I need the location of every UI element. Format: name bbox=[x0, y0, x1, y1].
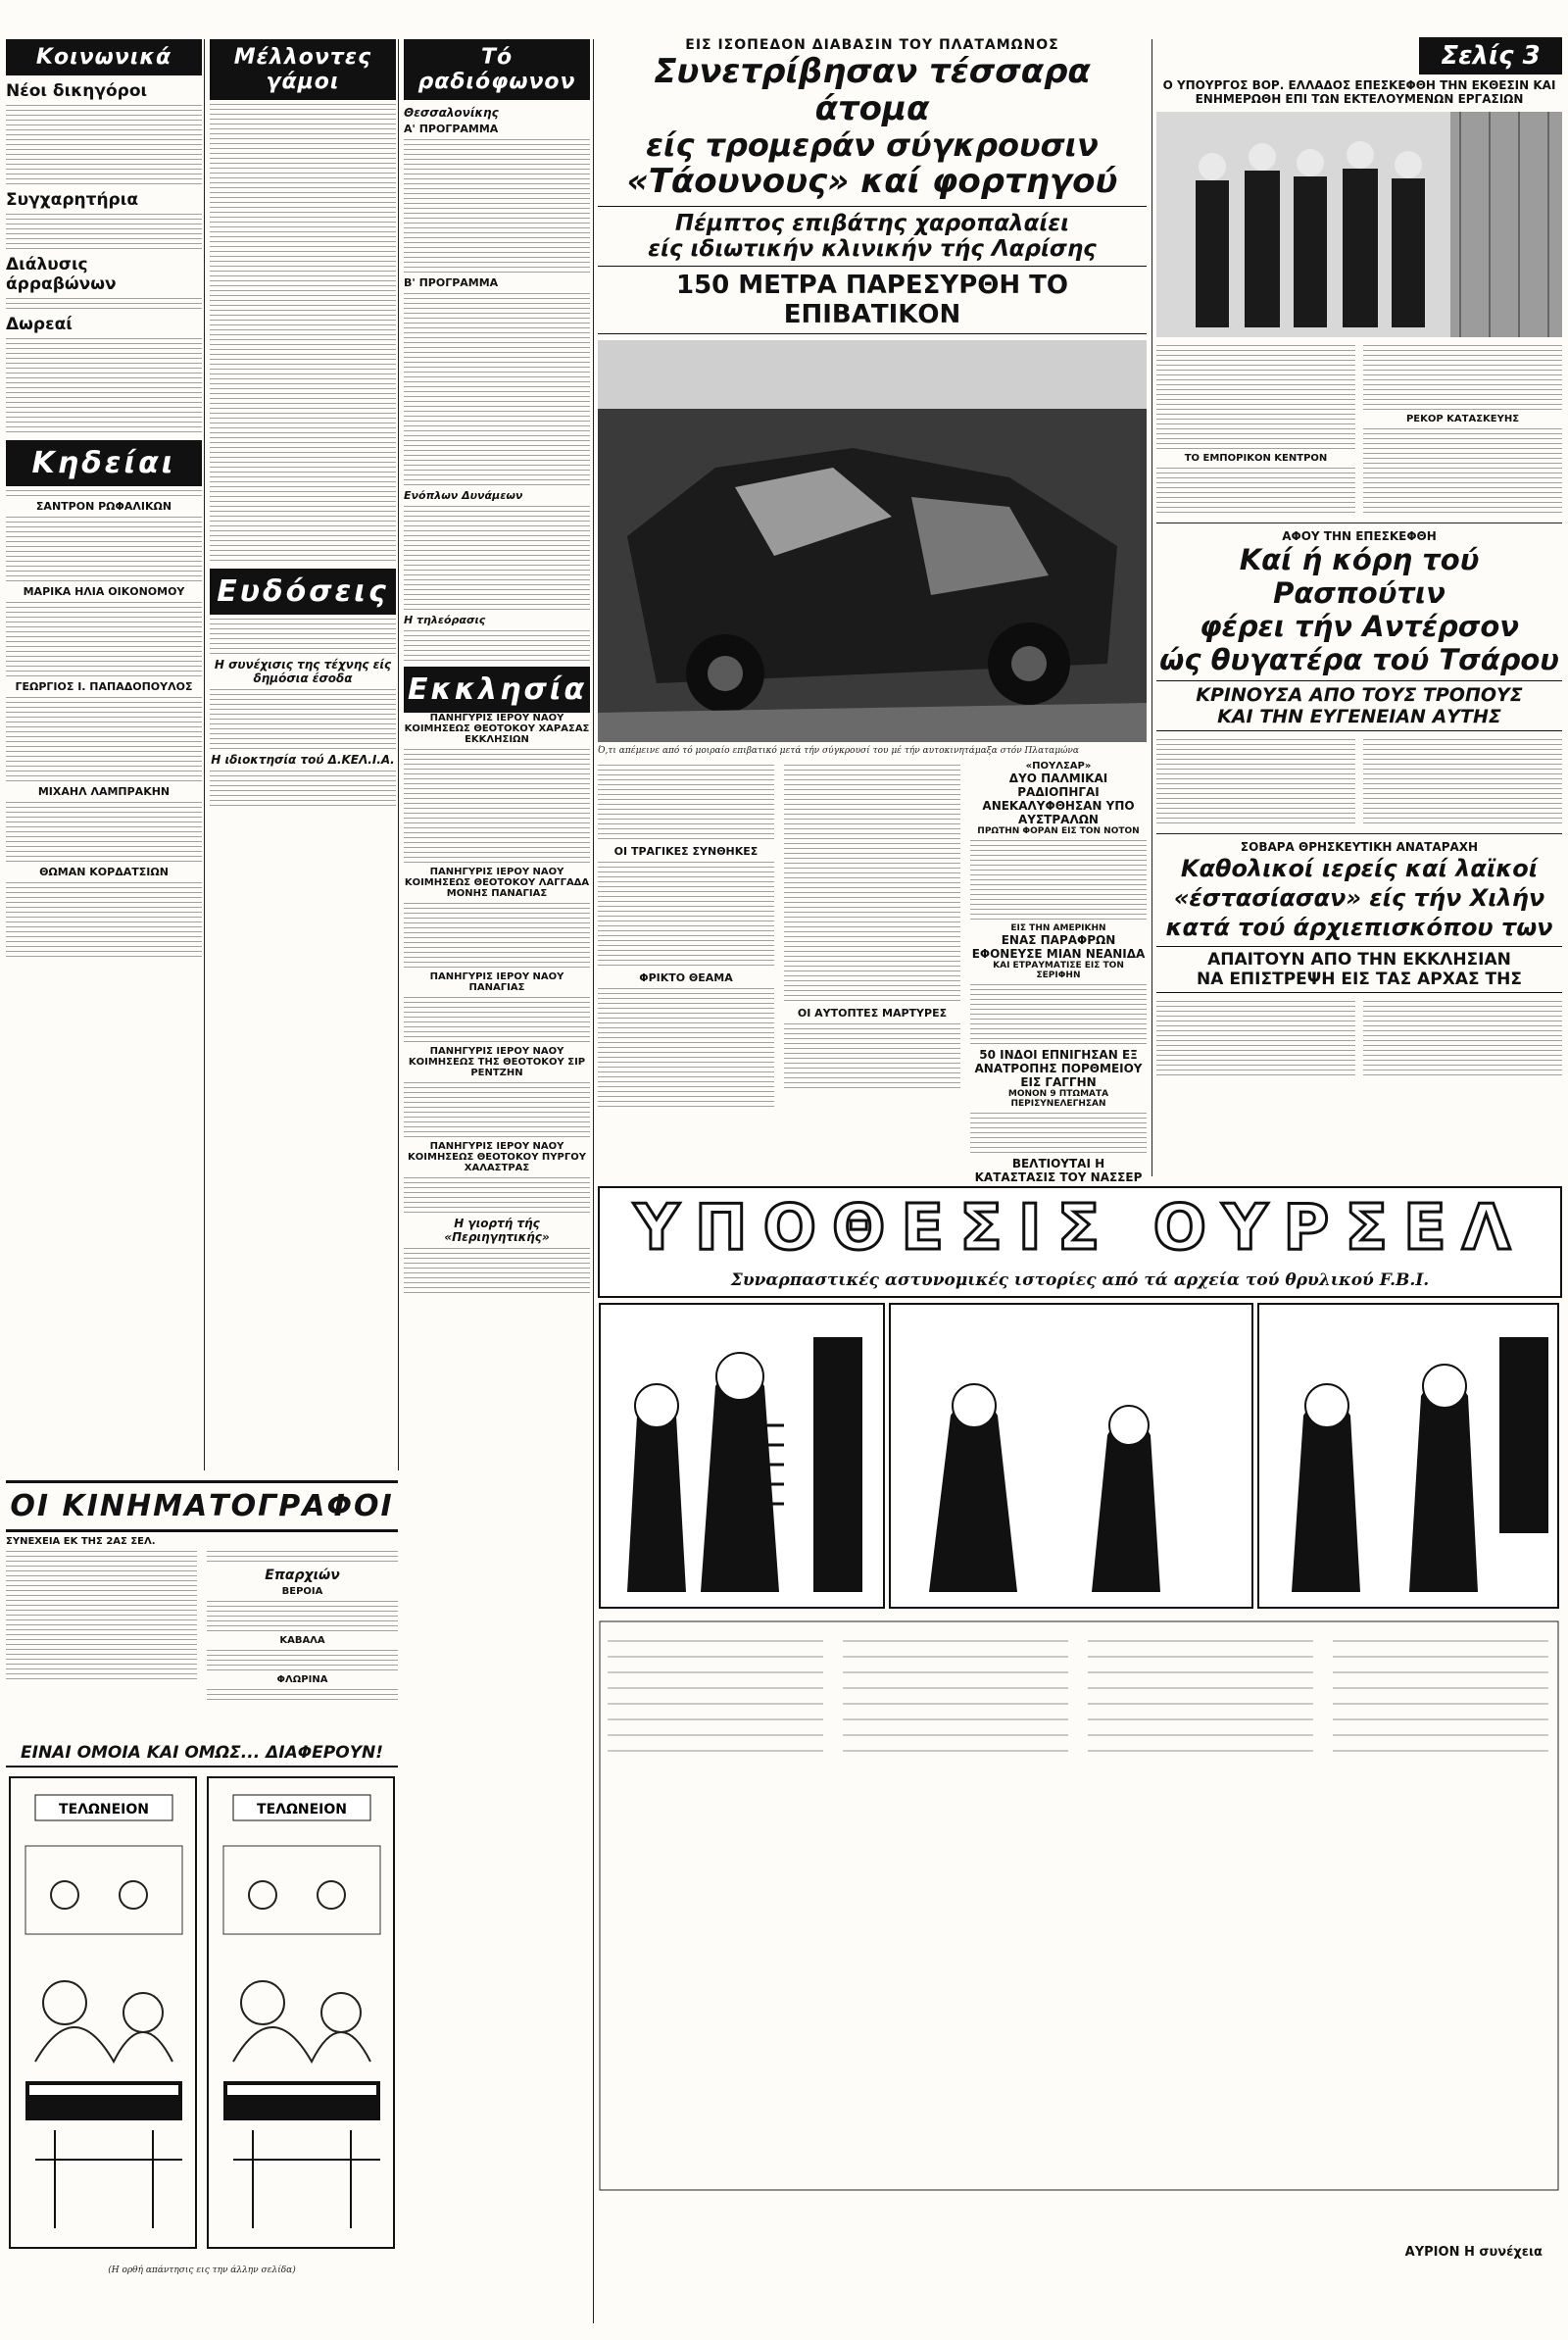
brief-label: ΕΙΣ ΤΗΝ ΑΜΕΡΙΚΗΝ bbox=[1010, 923, 1106, 933]
text-block bbox=[1363, 997, 1562, 1079]
chile-headline: «έστασίασαν» είς τήν Χιλήν bbox=[1173, 884, 1545, 912]
minister-subhead: ΤΟ ΕΜΠΟΡΙΚΟΝ ΚΕΝΤΡΟΝ bbox=[1184, 453, 1328, 464]
text-block bbox=[207, 1601, 398, 1631]
social-header: Κοινωνικά bbox=[6, 39, 202, 75]
comic-title: ΥΠΟΘΕΣΙΣ ΟΥΡΣΕΛ bbox=[633, 1192, 1527, 1265]
rasputin-headline: ώς θυγατέρα τού Τσάρου bbox=[1159, 643, 1559, 676]
deck-line: 150 ΜΕΤΡΑ ΠΑΡΕΣΥΡΘΗ ΤΟ ΕΠΙΒΑΤΙΚΟΝ bbox=[598, 266, 1147, 334]
headline-line: είς τρομεράν σύγκρουσιν bbox=[646, 126, 1099, 164]
text-block bbox=[6, 517, 202, 581]
text-block bbox=[6, 214, 202, 249]
obituary-name: ΓΕΩΡΓΙΟΣ Ι. ΠΑΠΑΔΟΠΟΥΛΟΣ bbox=[15, 680, 193, 693]
page-number: Σελίς 3 bbox=[1419, 37, 1562, 75]
text-block bbox=[404, 630, 590, 661]
town-name: ΦΛΩΡΙΝΑ bbox=[276, 1674, 328, 1685]
text-block bbox=[598, 988, 774, 1107]
text-block bbox=[784, 1023, 960, 1088]
section-title: Συγχαρητήρια bbox=[6, 190, 139, 210]
text-block bbox=[1363, 345, 1562, 410]
text-block bbox=[1363, 735, 1562, 827]
text-block bbox=[6, 882, 202, 957]
text-block bbox=[404, 139, 590, 273]
minister-subhead: ΡΕΚΟΡ ΚΑΤΑΣΚΕΥΗΣ bbox=[1405, 414, 1520, 424]
story-subhead: ΟΙ ΑΥΤΟΠΤΕΣ ΜΑΡΤΥΡΕΣ bbox=[797, 1007, 948, 1020]
radio-header: Τό ραδιόφωνον bbox=[404, 39, 590, 100]
chile-headline: κατά τού άρχιεπισκόπου των bbox=[1165, 914, 1553, 941]
right-column bbox=[1156, 37, 1562, 1174]
brief-sub: ΠΡΩΤΗΝ ΦΟΡΑΝ ΕΙΣ ΤΟΝ ΝΟΤΟΝ bbox=[977, 826, 1140, 836]
text-block bbox=[404, 1177, 590, 1213]
comic-panels bbox=[598, 1298, 1562, 2200]
crash-photo bbox=[598, 340, 1147, 742]
main-story bbox=[598, 37, 1147, 1184]
publications-header: Ευδόσεις bbox=[210, 569, 396, 615]
brief-title: 50 ΙΝΔΟΙ ΕΠΝΙΓΗΣΑΝ ΕΞ ΑΝΑΤΡΟΠΗΣ ΠΟΡΘΜΕΙΟΥ ΕΙΣ ΓΑΓΓΗΝ bbox=[974, 1048, 1143, 1089]
text-block bbox=[6, 338, 202, 432]
church-item-title: ΠΑΝΗΓΥΡΙΣ ΙΕΡΟΥ ΝΑΟΥ ΚΟΙΜΗΣΕΩΣ ΘΕΟΤΟΚΟΥ ΧΑΡΑΣΑΣ ΕΚΚΛΗΣΙΩΝ bbox=[404, 713, 590, 745]
text-block bbox=[6, 1547, 197, 1704]
photo-caption: Ό,τι απέμεινε από τό μοιραίο επιβατικό μετά τήν σύγκρουσί του μέ τήν αυτοκινητάμαξα στόν Πλαταμώνα bbox=[598, 746, 1079, 756]
chile-deck: ΝΑ ΕΠΙΣΤΡΕΨΗ ΕΙΣ ΤΑΣ ΑΡΧΑΣ ΤΗΣ bbox=[1156, 970, 1562, 993]
text-block bbox=[210, 619, 396, 654]
text-block bbox=[404, 1248, 590, 1293]
text-block bbox=[1156, 735, 1355, 827]
church-item-title: ΠΑΝΗΓΥΡΙΣ ΙΕΡΟΥ ΝΑΟΥ ΚΟΙΜΗΣΕΩΣ ΤΗΣ ΘΕΟΤΟΚΟΥ ΣΙΡ ΡΕΝΤΖΗΝ bbox=[408, 1046, 586, 1078]
column-radio bbox=[404, 39, 590, 2333]
text-block bbox=[598, 862, 774, 966]
text-block bbox=[6, 105, 202, 184]
cinemas-subtitle: ΣΥΝΕΧΕΙΑ ΕΚ ΤΗΣ 2ΑΣ ΣΕΛ. bbox=[6, 1536, 156, 1547]
text-block bbox=[1156, 997, 1355, 1079]
story-subhead: ΦΡΙΚΤΟ ΘΕΑΜΑ bbox=[639, 971, 733, 984]
subheading: Η ιδιοκτησία τού Δ.ΚΕΛ.Ι.Α. bbox=[211, 753, 395, 767]
subheading: Η συνέχισις της τέχνης είς δημόσια έσοδα bbox=[214, 658, 392, 685]
church-item-title: ΠΑΝΗΓΥΡΙΣ ΙΕΡΟΥ ΝΑΟΥ ΚΟΙΜΗΣΕΩΣ ΘΕΟΤΟΚΟΥ ΠΥΡΓΟΥ ΧΑΛΑΣΤΡΑΣ bbox=[408, 1141, 586, 1173]
cartoon-caption: (Η ορθή απάντησις εις την άλλην σελίδα) bbox=[108, 2265, 296, 2275]
text-block bbox=[970, 1113, 1147, 1153]
text-block bbox=[404, 997, 590, 1042]
text-block bbox=[404, 749, 590, 863]
section-title: Διάλυσις άρραβώνων bbox=[6, 255, 117, 294]
town-name: ΒΕΡΟΙΑ bbox=[281, 1586, 323, 1597]
station-name: Θεσσαλονίκης bbox=[404, 106, 499, 120]
sign-left: ΤΕΛΩΝΕΙΟΝ bbox=[59, 1802, 149, 1817]
headline-line: Συνετρίβησαν τέσσαρα άτομα bbox=[654, 52, 1091, 128]
cartoon bbox=[6, 1743, 398, 2282]
brief-title: ΕΝΑΣ ΠΑΡΑΦΡΩΝ ΕΦΟΝΕΥΣΕ ΜΙΑΝ ΝΕΑΝΙΔΑ bbox=[971, 933, 1146, 961]
deck-line: είς ιδιωτικήν κλινικήν τής Λαρίσης bbox=[648, 236, 1097, 262]
brief-sub: ΚΑΙ ΕΤΡΑΥΜΑΤΙΣΕ ΕΙΣ ΤΟΝ ΣΕΡΙΦΗΝ bbox=[993, 961, 1124, 980]
text-block bbox=[970, 984, 1147, 1044]
chile-deck: ΑΠΑΙΤΟΥΝ ΑΠΟ ΤΗΝ ΕΚΚΛΗΣΙΑΝ bbox=[1156, 946, 1562, 970]
column-rule bbox=[593, 39, 594, 2323]
church-item-title: Η γιορτή τής «Περιηγητικής» bbox=[444, 1217, 550, 1244]
text-block bbox=[6, 602, 202, 676]
brief-title: ΒΕΛΤΙΟΥΤΑΙ Η ΚΑΤΑΣΤΑΣΙΣ ΤΟΥ ΝΑΣΣΕΡ bbox=[974, 1157, 1143, 1184]
text-block bbox=[6, 697, 202, 781]
town-name: ΚΑΒΑΛΑ bbox=[279, 1635, 325, 1646]
text-block bbox=[6, 490, 202, 496]
text-block bbox=[210, 104, 396, 561]
obituary-name: ΣΑΝΤΡΟΝ ΡΩΦΑΛΙΚΩΝ bbox=[35, 500, 172, 513]
text-block bbox=[210, 771, 396, 806]
text-block bbox=[6, 802, 202, 862]
text-block bbox=[404, 1082, 590, 1137]
church-header: Εκκλησία bbox=[404, 667, 590, 713]
program-title: Η τηλεόρασις bbox=[404, 614, 486, 626]
minister-headline: Ο ΥΠΟΥΡΓΟΣ ΒΟΡ. ΕΛΛΑΔΟΣ ΕΠΕΣΚΕΦΘΗ ΤΗΝ ΕΚΘΕΣΙΝ ΚΑΙ ΕΝΗΜΕΡΩΘΗ ΕΠΙ ΤΩΝ ΕΚΤΕΛΟΥΜΕΝΩΝ ΕΡΓΑΣΙΩΝ bbox=[1162, 78, 1556, 106]
cinemas-section bbox=[6, 1480, 398, 1735]
obituary-name: ΜΙΧΑΗΛ ΛΑΜΠΡΑΚΗΝ bbox=[37, 785, 171, 798]
column-rule bbox=[204, 39, 205, 1470]
cartoon-drawing bbox=[6, 1767, 398, 2258]
text-block bbox=[404, 506, 590, 610]
text-block bbox=[404, 903, 590, 968]
text-block bbox=[210, 689, 396, 749]
text-block bbox=[784, 765, 960, 1001]
rasputin-headline: Καί ή κόρη τού Ρασπούτιν bbox=[1239, 543, 1480, 610]
section-title: Δωρεαί bbox=[6, 315, 73, 334]
program-title: Α' ΠΡΟΓΡΑΜΜΑ bbox=[404, 123, 499, 135]
story-subhead: ΟΙ ΤΡΑΓΙΚΕΣ ΣΥΝΘΗΚΕΣ bbox=[613, 845, 759, 858]
text-block bbox=[404, 293, 590, 485]
top-kicker: ΕΙΣ ΙΣΟΠΕΔΟΝ ΔΙΑΒΑΣΙΝ ΤΟΥ ΠΛΑΤΑΜΩΝΟΣ bbox=[685, 37, 1059, 53]
obituary-name: ΜΑΡΙΚΑ ΗΛΙΑ ΟΙΚΟΝΟΜΟΥ bbox=[23, 585, 185, 598]
cinemas-title: ΟΙ ΚΙΝΗΜΑΤΟΓΡΑΦΟΙ bbox=[6, 1480, 398, 1532]
text-block bbox=[207, 1551, 398, 1562]
church-item-title: ΠΑΝΗΓΥΡΙΣ ΙΕΡΟΥ ΝΑΟΥ ΚΟΙΜΗΣΕΩΣ ΘΕΟΤΟΚΟΥ ΛΑΓΓΑΔΑ ΜΟΝΗΣ ΠΑΝΑΓΙΑΣ bbox=[404, 867, 590, 899]
comic-footer: ΑΥΡΙΟΝ Η συνέχεια bbox=[1404, 2245, 1543, 2260]
provinces-title: Επαρχιών bbox=[265, 1568, 340, 1583]
headline-line: «Τάουνους» καί φορτηγού bbox=[626, 162, 1118, 201]
text-block bbox=[598, 765, 774, 839]
section-title: Νέοι δικηγόροι bbox=[6, 81, 148, 101]
minister-photo bbox=[1156, 112, 1562, 337]
deck-line: Πέμπτος επιβάτης χαροπαλαίει bbox=[598, 206, 1147, 236]
obituary-name: ΘΩΜΑΝ ΚΟΡΔΑΤΣΙΩΝ bbox=[39, 866, 169, 878]
weddings-header: Μέλλοντες γάμοι bbox=[210, 39, 396, 100]
text-block bbox=[6, 298, 202, 309]
text-block bbox=[970, 840, 1147, 920]
comic-strip bbox=[598, 1186, 1562, 2333]
rasputin-deck: ΚΑΙ ΤΗΝ ΕΥΓΕΝΕΙΑΝ ΑΥΤΗΣ bbox=[1156, 706, 1562, 731]
rasputin-kicker: ΑΦΟΥ ΤΗΝ ΕΠΕΣΚΕΦΘΗ bbox=[1282, 529, 1437, 543]
program-title: Β' ΠΡΟΓΡΑΜΜΑ bbox=[404, 276, 499, 289]
rasputin-headline: φέρει τήν Αντέρσον bbox=[1200, 610, 1519, 643]
brief-sub: ΜΟΝΟΝ 9 ΠΤΩΜΑΤΑ ΠΕΡΙΣΥΝΕΛΕΓΗΣΑΝ bbox=[1007, 1089, 1109, 1109]
text-block bbox=[1156, 345, 1355, 449]
chile-kicker: ΣΟΒΑΡΑ ΘΡΗΣΚΕΥΤΙΚΗ ΑΝΑΤΑΡΑΧΗ bbox=[1240, 840, 1479, 854]
text-block bbox=[1363, 428, 1562, 513]
rasputin-deck: ΚΡΙΝΟΥΣΑ ΑΠΟ ΤΟΥΣ ΤΡΟΠΟΥΣ bbox=[1156, 680, 1562, 706]
brief-label: «ΠΟΥΛΣΑΡ» bbox=[1025, 761, 1092, 772]
comic-subtitle: Συναρπαστικές αστυνομικές ιστορίες από τά αρχεία τού θρυλικού F.B.I. bbox=[730, 1270, 1430, 1290]
brief-title: ΔΥΟ ΠΑΛΜΙΚΑΙ ΡΑΔΙΟΠΗΓΑΙ ΑΝΕΚΑΛΥΦΘΗΣΑΝ ΥΠΟ ΑΥΣΤΡΑΛΩΝ bbox=[982, 772, 1135, 826]
text-block bbox=[207, 1689, 398, 1700]
column-rule bbox=[398, 39, 399, 1470]
sign-right: ΤΕΛΩΝΕΙΟΝ bbox=[257, 1802, 347, 1817]
text-block bbox=[1156, 468, 1355, 513]
text-block bbox=[207, 1650, 398, 1670]
church-item-title: ΠΑΝΗΓΥΡΙΣ ΙΕΡΟΥ ΝΑΟΥ ΠΑΝΑΓΙΑΣ bbox=[429, 971, 564, 993]
cartoon-title: ΕΙΝΑΙ ΟΜΟΙΑ ΚΑΙ ΟΜΩΣ... ΔΙΑΦΕΡΟΥΝ! bbox=[6, 1743, 398, 1767]
obituaries-header: Κηδείαι bbox=[6, 440, 202, 486]
chile-headline: Καθολικοί ιερείς καί λαϊκοί bbox=[1180, 855, 1539, 882]
column-weddings bbox=[210, 39, 396, 1510]
comic-banner bbox=[598, 1186, 1562, 1298]
program-title: Ενόπλων Δυνάμεων bbox=[404, 489, 523, 502]
